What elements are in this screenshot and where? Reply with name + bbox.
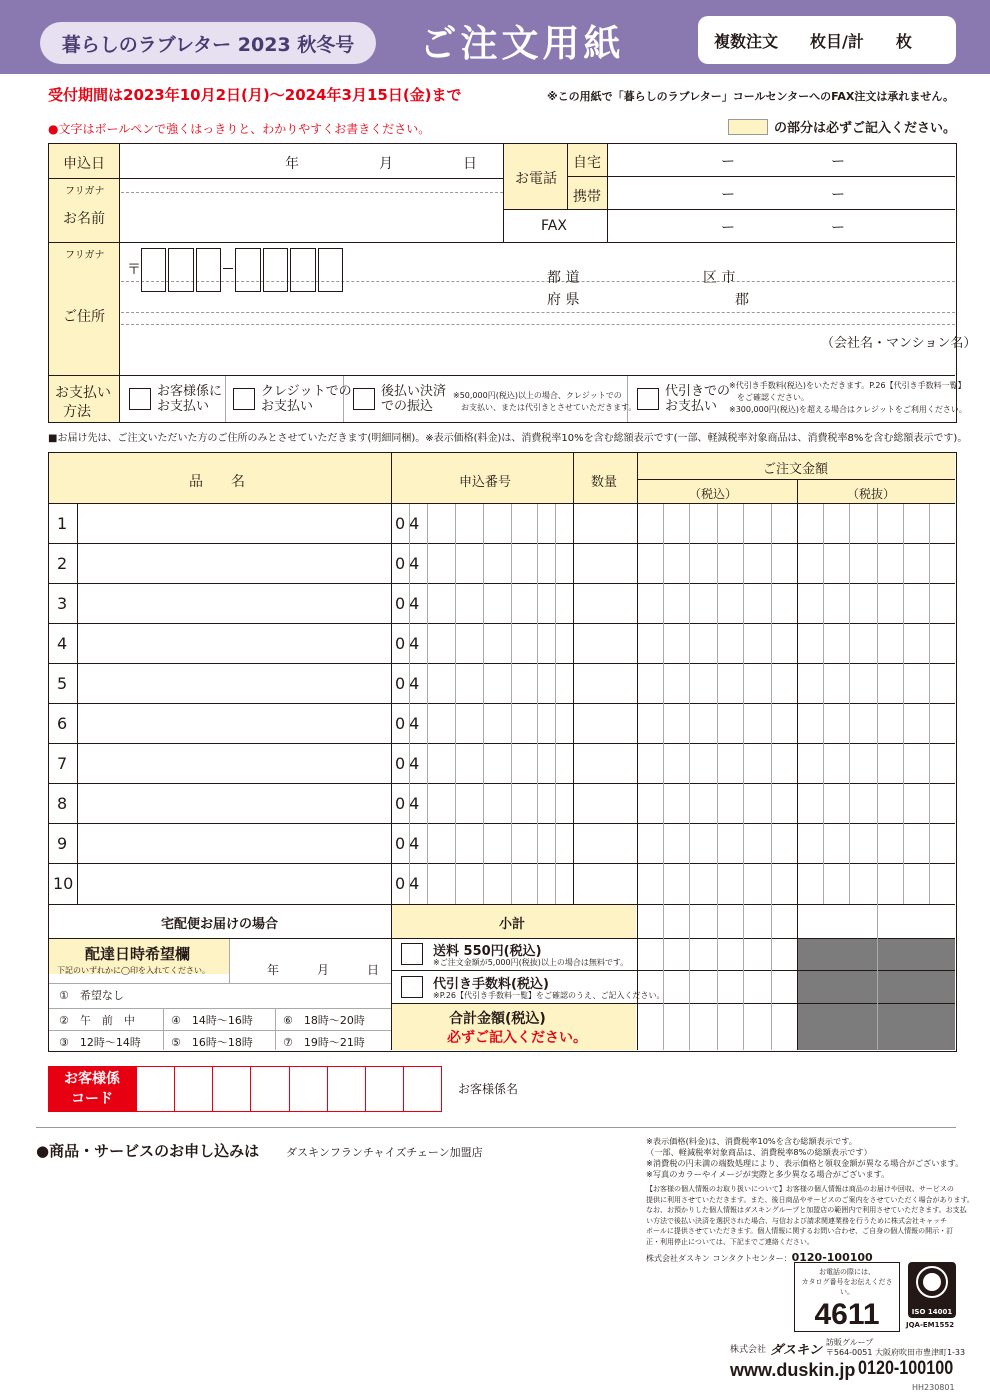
group-name: 訪販グループ	[825, 1338, 874, 1347]
home-dash-1: ー	[721, 154, 735, 170]
item-name-inputs[interactable]	[79, 505, 389, 901]
pay-cod-note-2: をご確認ください。	[737, 393, 809, 402]
price-note-2: （一部、軽減税率対象商品は、消費税率8%の総額表示です）	[646, 1147, 872, 1157]
catalog-number: 4611	[814, 1298, 880, 1331]
company-prefix: 株式会社	[730, 1344, 767, 1355]
delivery-address-note: ■お届け先は、ご注文いただいた方のご住所のみとさせていただきます(明細同梱)。※表示価格(料金)は、消費税率10%を含む総額表示です(一部、軽減税率対象商品は、消費税率8%を含む総額表示です)。	[48, 433, 968, 444]
gun-label: 郡	[735, 292, 749, 308]
cod-fee-label: 代引き手数料(税込)	[433, 977, 549, 992]
fax-dash-2: ー	[831, 220, 845, 236]
required-legend-text: の部分は必ずご記入ください。	[773, 121, 956, 136]
postal-mark: 〒	[127, 262, 141, 278]
grand-total-required: 必ずご記入ください。	[447, 1030, 587, 1046]
company-line	[730, 1338, 965, 1358]
row-number-2: 2	[57, 554, 68, 573]
wish-option-5[interactable]: ⑤ 16時〜18時	[171, 1036, 253, 1049]
payment-label-1: お支払い	[55, 385, 111, 401]
iso-label: ISO 14001	[911, 1308, 953, 1316]
required-swatch	[728, 119, 768, 135]
apply-heading: ●商品・サービスのお申し込みは	[36, 1142, 260, 1160]
privacy-line-3: なお、お預かりした個人情報はダスキングループと加盟店の範囲内で利用させていただきます。お支払	[646, 1206, 967, 1214]
website-url[interactable]: www.duskin.jp	[730, 1360, 856, 1380]
fuken-label: 府 県	[547, 292, 580, 308]
call-note-1: お電話の際には、	[819, 1268, 875, 1276]
customer-code-label-2: コード	[71, 1091, 113, 1107]
pay-deferred-note-2: お支払い、または代引きとさせていただきます。	[461, 403, 637, 412]
fax-dash-1: ー	[721, 220, 735, 236]
row-number-7: 7	[57, 754, 68, 773]
privacy-line-6: 正・利用停止については、下記までご連絡ください。	[646, 1237, 814, 1246]
col-code-header: 申込番号	[459, 475, 512, 490]
pay-cod-note-1: ※代引き手数料(税込)をいただきます。P.26【代引き手数料一覧】	[729, 381, 966, 390]
todo-label: 都 道	[547, 270, 580, 286]
postal-code-first[interactable]	[141, 248, 221, 292]
fax-notice: ※この用紙で「暮らしのラブレター」コールセンターへのFAX注文は承れません。	[546, 90, 954, 103]
wish-title: 配達日時希望欄	[85, 945, 191, 963]
mobile-dash-2: ー	[831, 187, 845, 203]
jqa-code: JQA-EM1552	[906, 1321, 955, 1329]
company-label: （会社名・マンション名）	[821, 336, 977, 351]
pay-cod-checkbox[interactable]	[637, 388, 659, 410]
code-prefix-9: 04	[395, 834, 424, 853]
fax-label: FAX	[541, 218, 567, 234]
row-number-5: 5	[57, 674, 68, 693]
required-legend	[728, 117, 956, 136]
pay-credit-line2: お支払い	[261, 399, 314, 414]
postal-code-second[interactable]	[235, 248, 343, 292]
name-label: お名前	[63, 211, 105, 227]
pay-staff-line1: お客様係に	[157, 384, 223, 399]
privacy-line-1: 【お客様の個人情報のお取り扱いについて】お客様の個人情報は商品のお届けや回収、サービスの	[646, 1185, 954, 1193]
pay-cod-line2: お支払い	[665, 399, 718, 414]
code-prefix-4: 04	[395, 634, 424, 653]
col-qty-header: 数量	[591, 475, 618, 490]
pay-deferred-note	[453, 390, 636, 414]
pay-credit-checkbox[interactable]	[233, 388, 255, 410]
wish-option-7[interactable]: ⑦ 19時〜21時	[283, 1036, 365, 1049]
apply-date-label: 申込日	[63, 156, 105, 172]
pay-credit-label	[261, 384, 352, 414]
name-input[interactable]	[121, 194, 501, 240]
code-prefix-5: 04	[395, 674, 424, 693]
jqa-logo-icon	[908, 1262, 956, 1304]
franchise-label: ダスキンフランチャイズチェーン加盟店	[286, 1146, 483, 1159]
page-title: ご注文用紙	[419, 22, 625, 65]
code-prefix-7: 04	[395, 754, 424, 773]
row-number-4: 4	[57, 634, 68, 653]
pay-cod-label	[665, 384, 730, 414]
apply-month-label: 月	[379, 156, 393, 172]
wish-year-label: 年	[267, 963, 280, 977]
order-table	[48, 452, 957, 1052]
shipping-label: 送料 550円(税込)	[433, 944, 542, 959]
delivery-title: 宅配便お届けの場合	[161, 917, 279, 932]
wish-option-2[interactable]: ② 午 前 中	[59, 1014, 135, 1027]
multi-order-field[interactable]: 複数注文 枚目/計 枚	[698, 16, 956, 64]
row-number-9: 9	[57, 834, 68, 853]
duskin-logo: ダスキン	[770, 1342, 822, 1358]
row-number-1: 1	[57, 514, 68, 533]
cod-fee-note: ※P.26【代引き手数料一覧】をご確認のうえ、ご記入ください。	[433, 991, 665, 1000]
catalog-number-box	[794, 1262, 900, 1332]
acceptance-period: 受付期間は2023年10月2日(月)〜2024年3月15日(金)まで	[48, 86, 462, 104]
wish-option-3[interactable]: ③ 12時〜14時	[59, 1036, 141, 1049]
code-prefix-6: 04	[395, 714, 424, 733]
wish-option-4[interactable]: ④ 14時〜16時	[171, 1014, 253, 1027]
privacy-line-4: い方法で後払い決済を選択された場合、与信および請求関連業務を行うために株式会社キャッチ	[646, 1216, 947, 1225]
apply-day-label: 日	[463, 156, 477, 172]
code-prefix-1: 04	[395, 514, 424, 533]
pay-cod-note	[729, 380, 967, 416]
document-code: HH230801	[912, 1383, 955, 1392]
kushi-label: 区 市	[703, 270, 736, 286]
home-phone-label: 自宅	[573, 155, 601, 171]
cod-fee-checkbox[interactable]	[401, 976, 423, 998]
apply-year-label: 年	[285, 156, 299, 172]
privacy-line-5: ボールに提供させていただきます。個人情報に関するお問い合わせ、ご自身の個人情報の開示・訂	[646, 1227, 954, 1235]
contact-center-label: 株式会社ダスキン コンタクトセンター：	[646, 1254, 792, 1263]
mobile-phone-label: 携帯	[573, 189, 601, 205]
pay-staff-label	[157, 384, 222, 414]
code-prefix-3: 04	[395, 594, 424, 613]
phone-number[interactable]: 0120-100100	[858, 1358, 954, 1379]
wish-day-label: 日	[367, 963, 380, 977]
iso-badge	[908, 1262, 956, 1318]
col-taxout-header: （税抜）	[847, 487, 896, 501]
code-prefix-8: 04	[395, 794, 424, 813]
pay-cod-line1: 代引きでの	[665, 384, 731, 399]
payment-label-2: 方法	[63, 404, 91, 420]
row-number-6: 6	[57, 714, 68, 733]
grand-total-label: 合計金額(税込)	[449, 1011, 546, 1027]
call-note	[795, 1267, 899, 1297]
privacy-policy	[646, 1184, 974, 1247]
subtotal-label: 小計	[499, 917, 526, 932]
shaded-taxout-cells	[797, 939, 955, 1050]
row-number-8: 8	[57, 794, 68, 813]
pay-staff-checkbox[interactable]	[129, 388, 151, 410]
wish-option-1[interactable]: ① 希望なし	[59, 989, 124, 1002]
group-address	[826, 1338, 965, 1358]
price-notes	[646, 1136, 963, 1180]
phone-label: お電話	[515, 171, 557, 187]
row-number-10: 10	[53, 874, 74, 893]
row-number-3: 3	[57, 594, 68, 613]
pen-notice: ●文字はボールペンで強くはっきりと、わかりやすくお書きください。	[48, 122, 431, 136]
pay-deferred-note-1: ※50,000円(税込)以上の場合、クレジットでの	[453, 391, 622, 400]
shipping-note: ※ご注文金額が5,000円(税抜)以上の場合は無料です。	[433, 958, 629, 967]
pay-deferred-line2: での振込	[381, 399, 434, 414]
catalog-name: 暮らしのラブレター 2023 秋冬号	[40, 22, 376, 64]
mobile-dash-1: ー	[721, 187, 735, 203]
customer-code-label-1: お客様係	[64, 1071, 120, 1087]
price-note-3: ※消費税の円未満の端数処理により、表示価格と領収金額が異なる場合がございます。	[646, 1158, 964, 1168]
pay-deferred-checkbox[interactable]	[353, 388, 375, 410]
wish-note: 下記のいずれかに◯印を入れてください。	[57, 966, 210, 975]
code-prefix-10: 04	[395, 874, 424, 893]
col-taxin-header: （税込）	[689, 487, 738, 501]
privacy-line-2: 提供に利用させていただきます。また、後日商品やサービスのご案内をさせていただく場合があります。	[646, 1195, 974, 1204]
home-dash-2: ー	[831, 154, 845, 170]
address-label: ご住所	[63, 309, 105, 325]
pay-deferred-line1: 後払い決済	[381, 384, 447, 399]
customer-code-label	[48, 1066, 136, 1112]
call-note-2: カタログ番号をお伝えください。	[801, 1278, 893, 1296]
footer-divider	[36, 1127, 956, 1128]
pay-credit-line1: クレジットでの	[261, 384, 352, 399]
name-furigana-label: フリガナ	[65, 186, 105, 197]
col-item-header: 品 名	[189, 474, 245, 490]
price-note-1: ※表示価格(料金)は、消費税率10%を含む総額表示です。	[646, 1136, 857, 1146]
contact-center-number: 0120-100100	[791, 1251, 873, 1264]
pay-cod-note-3: ※300,000円(税込)を超える場合はクレジットをご利用ください。	[729, 405, 967, 414]
wish-month-label: 月	[317, 963, 330, 977]
customer-staff-name-label: お客様係名	[458, 1082, 519, 1096]
price-note-4: ※写真のカラーやイメージが実際と多少異なる場合がございます。	[646, 1169, 890, 1179]
shipping-checkbox[interactable]	[401, 943, 423, 965]
customer-info-table	[48, 143, 977, 423]
wish-option-6[interactable]: ⑥ 18時〜20時	[283, 1014, 365, 1027]
code-prefix-2: 04	[395, 554, 424, 573]
pay-staff-line2: お支払い	[157, 399, 210, 414]
pay-deferred-label	[381, 384, 446, 414]
customer-code-boxes[interactable]	[136, 1066, 442, 1112]
company-address: 〒564-0051 大阪府吹田市豊津町1-33	[825, 1348, 966, 1357]
address-furigana-label: フリガナ	[65, 250, 105, 261]
col-amount-header: ご注文金額	[763, 462, 829, 477]
